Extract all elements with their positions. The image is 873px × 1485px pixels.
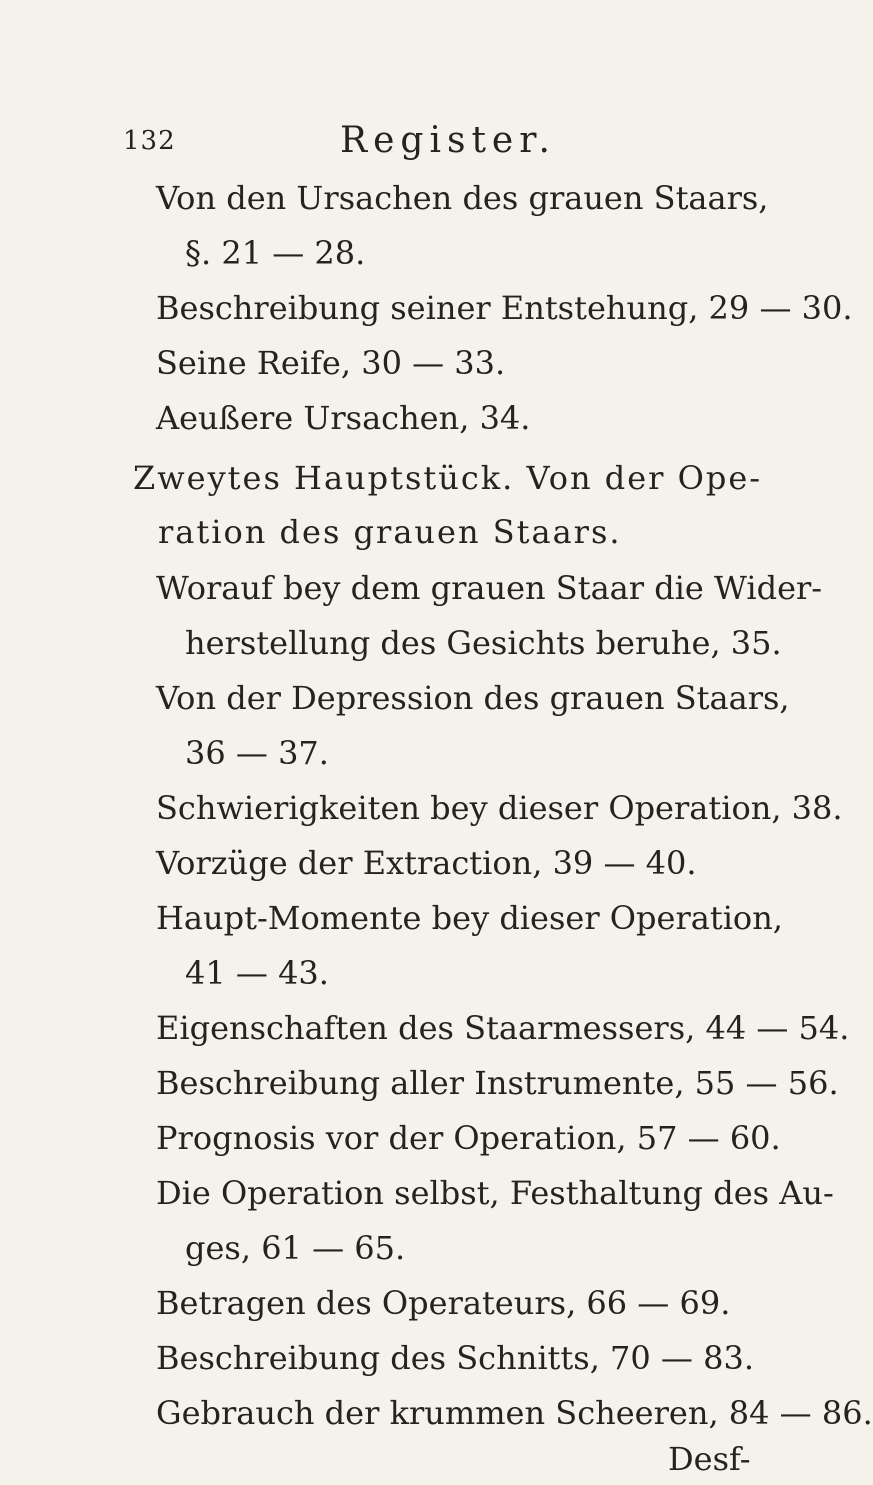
entry-line: Von der Depression des grauen Staars, [156, 679, 790, 717]
entry-line: Seine Reife, 30 — 33. [156, 344, 506, 382]
entry-line: 41 — 43. [185, 954, 329, 992]
entry-line: Haupt-Momente bey dieser Operation, [156, 899, 783, 937]
entry-line: Gebrauch der krummen Scheeren, 84 — 86. [156, 1394, 873, 1432]
entry-line: Von den Ursachen des grauen Staars, [156, 179, 769, 217]
entry-line: Die Operation selbst, Festhaltung des Au- [156, 1174, 834, 1212]
entry-line: herstellung des Gesichts beruhe, 35. [185, 624, 782, 662]
section-heading: Zweytes Hauptstück. Von der Ope- [133, 459, 763, 497]
page-number: 132 [123, 126, 176, 156]
entry-line: Prognosis vor der Operation, 57 — 60. [156, 1119, 781, 1157]
entry-line: Beschreibung seiner Entstehung, 29 — 30. [156, 289, 853, 327]
entry-line: Worauf bey dem grauen Staar die Wider- [156, 569, 823, 607]
running-title: Register. [340, 120, 556, 161]
entry-line: Schwierigkeiten bey dieser Operation, 38. [156, 789, 843, 827]
entry-line: ges, 61 — 65. [185, 1229, 406, 1267]
entry-line: Betragen des Operateurs, 66 — 69. [156, 1284, 731, 1322]
entry-line: 36 — 37. [185, 734, 329, 772]
entry-line: Beschreibung aller Instrumente, 55 — 56. [156, 1064, 839, 1102]
catchword: Desf- [668, 1440, 751, 1478]
entry-line: Vorzüge der Extraction, 39 — 40. [156, 844, 697, 882]
entry-line: Beschreibung des Schnitts, 70 — 83. [156, 1339, 754, 1377]
entry-line: Aeußere Ursachen, 34. [156, 399, 531, 437]
section-heading-cont: ration des grauen Staars. [158, 513, 622, 551]
page-header [0, 120, 800, 170]
entry-line: Eigenschaften des Staarmessers, 44 — 54. [156, 1009, 850, 1047]
entry-line: §. 21 — 28. [185, 234, 366, 272]
